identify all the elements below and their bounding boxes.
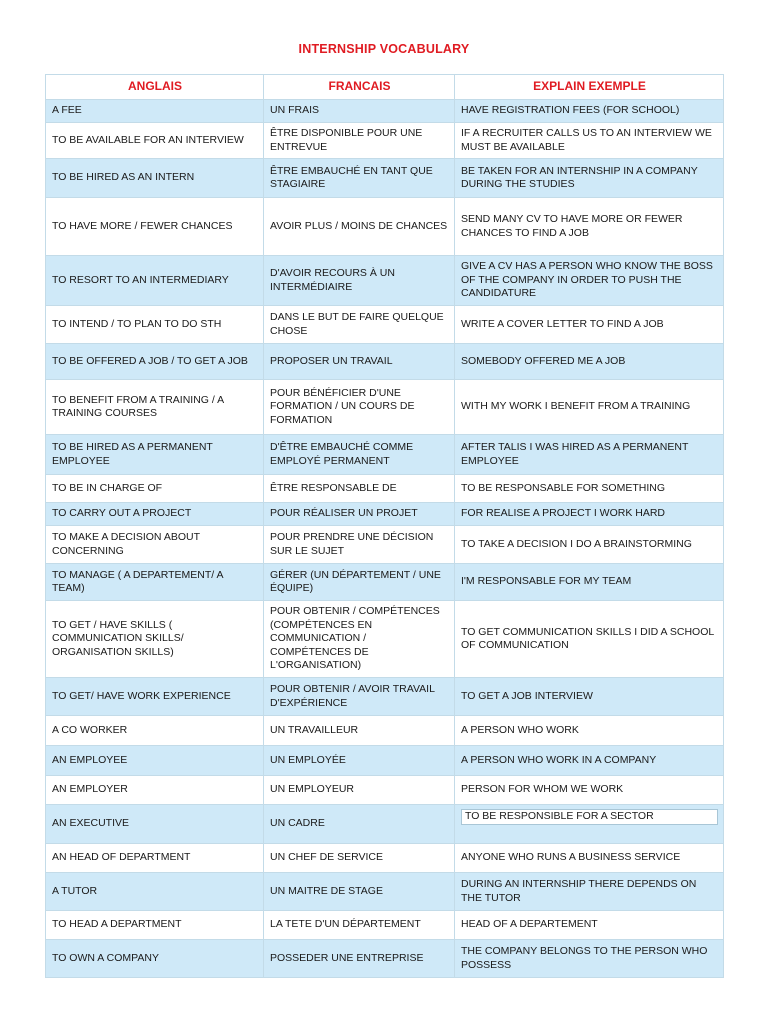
table-row bbox=[46, 256, 724, 306]
english-term: AN EMPLOYEE bbox=[46, 746, 264, 776]
example-sentence: TO TAKE A DECISION I DO A BRAINSTORMING bbox=[455, 526, 724, 564]
french-term: POSSEDER UNE ENTREPRISE bbox=[264, 940, 455, 978]
english-term: TO CARRY OUT A PROJECT bbox=[46, 503, 264, 526]
english-term: AN EMPLOYER bbox=[46, 776, 264, 805]
column-header-anglais: ANGLAIS bbox=[46, 75, 264, 100]
example-sentence: FOR REALISE A PROJECT I WORK HARD bbox=[455, 503, 724, 526]
example-sentence: PERSON FOR WHOM WE WORK bbox=[455, 776, 724, 805]
french-term: ÊTRE DISPONIBLE POUR UNE ENTREVUE bbox=[264, 123, 455, 159]
table-row bbox=[46, 380, 724, 435]
example-sentence: SEND MANY CV TO HAVE MORE OR FEWER CHANCES TO FIND A JOB bbox=[455, 198, 724, 256]
french-term: POUR OBTENIR / COMPÉTENCES (COMPÉTENCES EN COMMUNICATION / COMPÉTENCES DE L'ORGANISATION) bbox=[264, 601, 455, 678]
table-row bbox=[46, 435, 724, 475]
table-row bbox=[46, 503, 724, 526]
table-row bbox=[46, 344, 724, 380]
french-term: ÊTRE EMBAUCHÉ EN TANT QUE STAGIAIRE bbox=[264, 159, 455, 198]
column-header-explain-exemple: EXPLAIN EXEMPLE bbox=[455, 75, 724, 100]
french-term: UN MAITRE DE STAGE bbox=[264, 873, 455, 911]
french-term: POUR PRENDRE UNE DÉCISION SUR LE SUJET bbox=[264, 526, 455, 564]
table-row bbox=[46, 306, 724, 344]
english-term: AN HEAD OF DEPARTMENT bbox=[46, 844, 264, 873]
table-row bbox=[46, 475, 724, 503]
example-sentence: DURING AN INTERNSHIP THERE DEPENDS ON THE TUTOR bbox=[455, 873, 724, 911]
english-term: TO BE HIRED AS A PERMANENT EMPLOYEE bbox=[46, 435, 264, 475]
english-term: TO GET/ HAVE WORK EXPERIENCE bbox=[46, 678, 264, 716]
example-sentence: THE COMPANY BELONGS TO THE PERSON WHO POSSESS bbox=[455, 940, 724, 978]
table-row bbox=[46, 564, 724, 601]
english-term: TO BE HIRED AS AN INTERN bbox=[46, 159, 264, 198]
english-term: AN EXECUTIVE bbox=[46, 805, 264, 844]
table-row bbox=[46, 601, 724, 678]
example-sentence: HAVE REGISTRATION FEES (FOR SCHOOL) bbox=[455, 100, 724, 123]
table-row bbox=[46, 159, 724, 198]
column-header-francais: FRANCAIS bbox=[264, 75, 455, 100]
example-sentence: IF A RECRUITER CALLS US TO AN INTERVIEW WE MUST BE AVAILABLE bbox=[455, 123, 724, 159]
example-sentence: HEAD OF A DEPARTEMENT bbox=[455, 911, 724, 940]
example-sentence: TO GET COMMUNICATION SKILLS I DID A SCHOOL OF COMMUNICATION bbox=[455, 601, 724, 678]
french-term: UN EMPLOYEUR bbox=[264, 776, 455, 805]
example-sentence: TO GET A JOB INTERVIEW bbox=[455, 678, 724, 716]
example-sentence: ANYONE WHO RUNS A BUSINESS SERVICE bbox=[455, 844, 724, 873]
english-term: TO MANAGE ( A DEPARTEMENT/ A TEAM) bbox=[46, 564, 264, 601]
example-sentence: A PERSON WHO WORK IN A COMPANY bbox=[455, 746, 724, 776]
table-body bbox=[46, 100, 724, 978]
vocabulary-table bbox=[45, 74, 724, 978]
english-term: TO BENEFIT FROM A TRAINING / A TRAINING COURSES bbox=[46, 380, 264, 435]
table-row bbox=[46, 805, 724, 844]
english-term: TO GET / HAVE SKILLS ( COMMUNICATION SKILLS/ ORGANISATION SKILLS) bbox=[46, 601, 264, 678]
table-row bbox=[46, 716, 724, 746]
french-term: DANS LE BUT DE FAIRE QUELQUE CHOSE bbox=[264, 306, 455, 344]
table-row bbox=[46, 746, 724, 776]
table-row bbox=[46, 678, 724, 716]
french-term: UN EMPLOYÉE bbox=[264, 746, 455, 776]
english-term: TO BE AVAILABLE FOR AN INTERVIEW bbox=[46, 123, 264, 159]
french-term: POUR BÉNÉFICIER D'UNE FORMATION / UN COURS DE FORMATION bbox=[264, 380, 455, 435]
french-term: LA TETE D'UN DÉPARTEMENT bbox=[264, 911, 455, 940]
example-sentence: TO BE RESPONSIBLE FOR A SECTOR bbox=[461, 809, 718, 824]
table-row bbox=[46, 526, 724, 564]
table-row bbox=[46, 873, 724, 911]
french-term: POUR OBTENIR / AVOIR TRAVAIL D'EXPÉRIENCE bbox=[264, 678, 455, 716]
english-term: TO MAKE A DECISION ABOUT CONCERNING bbox=[46, 526, 264, 564]
english-term: A CO WORKER bbox=[46, 716, 264, 746]
page-title: INTERNSHIP VOCABULARY bbox=[298, 42, 470, 56]
example-sentence: BE TAKEN FOR AN INTERNSHIP IN A COMPANY DURING THE STUDIES bbox=[455, 159, 724, 198]
example-sentence: GIVE A CV HAS A PERSON WHO KNOW THE BOSS OF THE COMPANY IN ORDER TO PUSH THE CANDIDATURE bbox=[455, 256, 724, 306]
french-term: D'ÊTRE EMBAUCHÉ COMME EMPLOYÉ PERMANENT bbox=[264, 435, 455, 475]
example-sentence-cell bbox=[455, 805, 724, 844]
example-sentence: I'M RESPONSABLE FOR MY TEAM bbox=[455, 564, 724, 601]
table-row bbox=[46, 911, 724, 940]
english-term: TO BE IN CHARGE OF bbox=[46, 475, 264, 503]
example-sentence: TO BE RESPONSABLE FOR SOMETHING bbox=[455, 475, 724, 503]
french-term: UN CADRE bbox=[264, 805, 455, 844]
french-term: GÉRER (UN DÉPARTEMENT / UNE ÉQUIPE) bbox=[264, 564, 455, 601]
french-term: UN FRAIS bbox=[264, 100, 455, 123]
english-term: TO INTEND / TO PLAN TO DO STH bbox=[46, 306, 264, 344]
english-term: TO HAVE MORE / FEWER CHANCES bbox=[46, 198, 264, 256]
example-sentence: WITH MY WORK I BENEFIT FROM A TRAINING bbox=[455, 380, 724, 435]
table-row bbox=[46, 198, 724, 256]
french-term: UN CHEF DE SERVICE bbox=[264, 844, 455, 873]
french-term: UN TRAVAILLEUR bbox=[264, 716, 455, 746]
table-header bbox=[46, 75, 724, 100]
example-sentence: SOMEBODY OFFERED ME A JOB bbox=[455, 344, 724, 380]
english-term: TO OWN A COMPANY bbox=[46, 940, 264, 978]
english-term: TO BE OFFERED A JOB / TO GET A JOB bbox=[46, 344, 264, 380]
french-term: ÊTRE RESPONSABLE DE bbox=[264, 475, 455, 503]
table-row bbox=[46, 940, 724, 978]
table-row bbox=[46, 776, 724, 805]
english-term: A TUTOR bbox=[46, 873, 264, 911]
table-row bbox=[46, 123, 724, 159]
table-row bbox=[46, 100, 724, 123]
french-term: D'AVOIR RECOURS À UN INTERMÉDIAIRE bbox=[264, 256, 455, 306]
french-term: POUR RÉALISER UN PROJET bbox=[264, 503, 455, 526]
example-sentence: WRITE A COVER LETTER TO FIND A JOB bbox=[455, 306, 724, 344]
english-term: A FEE bbox=[46, 100, 264, 123]
table-row bbox=[46, 844, 724, 873]
example-sentence: AFTER TALIS I WAS HIRED AS A PERMANENT EMPLOYEE bbox=[455, 435, 724, 475]
english-term: TO HEAD A DEPARTMENT bbox=[46, 911, 264, 940]
example-sentence: A PERSON WHO WORK bbox=[455, 716, 724, 746]
french-term: AVOIR PLUS / MOINS DE CHANCES bbox=[264, 198, 455, 256]
header-row bbox=[46, 75, 724, 100]
french-term: PROPOSER UN TRAVAIL bbox=[264, 344, 455, 380]
english-term: TO RESORT TO AN INTERMEDIARY bbox=[46, 256, 264, 306]
